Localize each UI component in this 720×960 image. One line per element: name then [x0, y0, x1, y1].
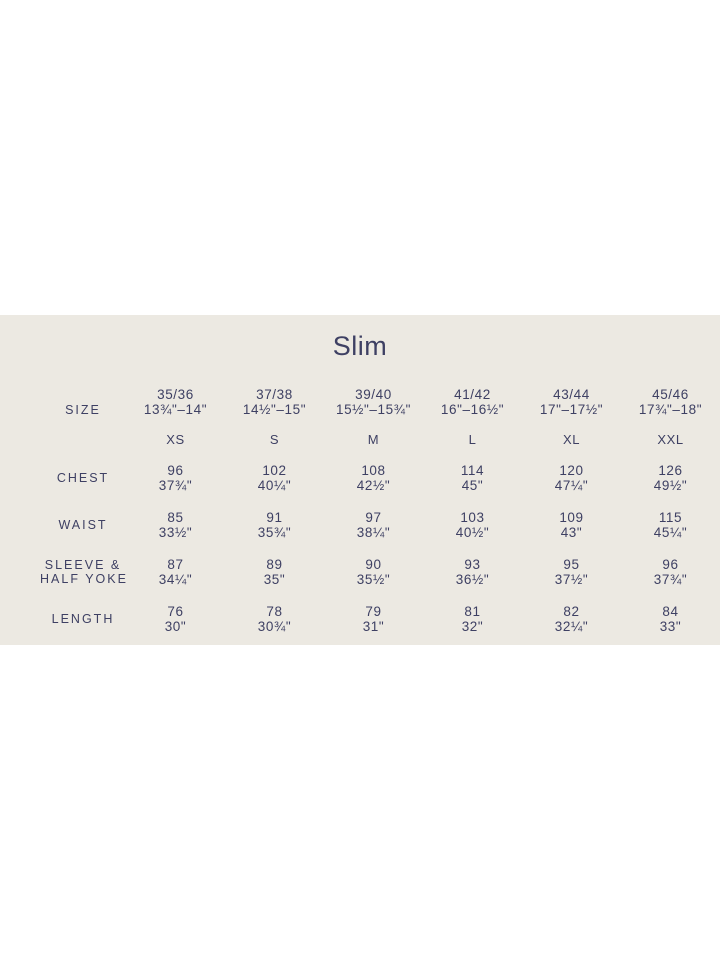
- table-row-letters: [0, 432, 720, 447]
- cm-value: 89: [266, 557, 283, 572]
- measurement-cell: [324, 604, 423, 634]
- measurement-cell: [621, 463, 720, 493]
- cm-value: 84: [662, 604, 679, 619]
- measurement-cell: [225, 510, 324, 540]
- size-letter: XL: [562, 432, 581, 447]
- size-letter: XS: [166, 432, 185, 447]
- cm-value: 96: [167, 463, 184, 478]
- collar-inches: 17"–17½": [539, 402, 604, 417]
- cm-value: 115: [658, 510, 683, 525]
- inch-value: 37¾": [158, 478, 193, 493]
- size-letter: M: [367, 432, 380, 447]
- cm-value: 102: [262, 463, 287, 478]
- size-cell: [621, 387, 720, 417]
- cm-value: 96: [662, 557, 679, 572]
- collar-size: 43/44: [553, 387, 590, 402]
- measurement-cell: [522, 463, 621, 493]
- measurement-cell: [126, 463, 225, 493]
- inch-value: 42½": [356, 478, 391, 493]
- cm-value: 95: [563, 557, 580, 572]
- inch-value: 40¼": [257, 478, 292, 493]
- row-label-chest: CHEST: [56, 471, 110, 485]
- inch-value: 32": [461, 619, 484, 634]
- row-label-sleeve-half-yoke: [0, 557, 126, 587]
- size-cell: [126, 387, 225, 417]
- measurement-cell: [324, 510, 423, 540]
- inch-value: 45": [461, 478, 484, 493]
- size-cell: [225, 387, 324, 417]
- size-cell: [423, 387, 522, 417]
- measurement-cell: [522, 510, 621, 540]
- measurement-cell: [621, 510, 720, 540]
- cm-value: 97: [365, 510, 382, 525]
- size-cell: [522, 387, 621, 417]
- cm-value: 126: [658, 463, 683, 478]
- size-letter: S: [269, 432, 280, 447]
- row-label-empty: [0, 432, 126, 447]
- inch-value: 35½": [356, 572, 391, 587]
- cm-value: 78: [266, 604, 283, 619]
- cm-value: 93: [464, 557, 481, 572]
- measurement-cell: [324, 557, 423, 587]
- cm-value: 91: [266, 510, 283, 525]
- row-label-size: SIZE: [65, 403, 101, 417]
- collar-size: 39/40: [355, 387, 392, 402]
- inch-value: 34¼": [158, 572, 193, 587]
- measurement-cell: [621, 557, 720, 587]
- cm-value: 109: [559, 510, 584, 525]
- collar-inches: 14½"–15": [242, 402, 307, 417]
- measurement-cell: [225, 557, 324, 587]
- measurement-cell: [423, 604, 522, 634]
- row-label-line2: HALF YOKE: [40, 572, 128, 586]
- row-label-length: LENGTH: [51, 612, 115, 626]
- collar-inches: 13¾"–14": [143, 402, 208, 417]
- cm-value: 114: [460, 463, 485, 478]
- cm-value: 81: [464, 604, 481, 619]
- row-label-line1: SLEEVE &: [44, 558, 122, 572]
- chart-title: Slim: [332, 331, 388, 361]
- cm-value: 87: [167, 557, 184, 572]
- measurement-cell: [423, 557, 522, 587]
- collar-inches: 16"–16½": [440, 402, 505, 417]
- inch-value: 35": [263, 572, 286, 587]
- inch-value: 45¼": [653, 525, 688, 540]
- measurement-cell: [522, 604, 621, 634]
- inch-value: 40½": [455, 525, 490, 540]
- size-letter: L: [468, 432, 477, 447]
- measurement-cell: [522, 557, 621, 587]
- size-cell: [324, 387, 423, 417]
- inch-value: 35¾": [257, 525, 292, 540]
- inch-value: 37½": [554, 572, 589, 587]
- cm-value: 103: [460, 510, 485, 525]
- inch-value: 47¼": [554, 478, 589, 493]
- table-row-length: [0, 604, 720, 634]
- table-row-chest: [0, 463, 720, 493]
- collar-size: 41/42: [454, 387, 491, 402]
- inch-value: 43": [560, 525, 583, 540]
- collar-inches: 17¾"–18": [638, 402, 703, 417]
- measurement-cell: [423, 510, 522, 540]
- cm-value: 85: [167, 510, 184, 525]
- measurement-cell: [423, 463, 522, 493]
- table-row-size: [0, 387, 720, 417]
- cm-value: 120: [559, 463, 584, 478]
- inch-value: 30¾": [257, 619, 292, 634]
- measurement-cell: [126, 557, 225, 587]
- inch-value: 37¾": [653, 572, 688, 587]
- row-label-waist: WAIST: [58, 518, 108, 532]
- collar-size: 45/46: [652, 387, 689, 402]
- inch-value: 33½": [158, 525, 193, 540]
- inch-value: 31": [362, 619, 385, 634]
- measurement-cell: [324, 463, 423, 493]
- collar-size: 35/36: [157, 387, 194, 402]
- cm-value: 79: [365, 604, 382, 619]
- measurement-cell: [225, 463, 324, 493]
- inch-value: 33": [659, 619, 682, 634]
- cm-value: 108: [361, 463, 386, 478]
- inch-value: 36½": [455, 572, 490, 587]
- inch-value: 49½": [653, 478, 688, 493]
- measurement-cell: [621, 604, 720, 634]
- inch-value: 30": [164, 619, 187, 634]
- inch-value: 38¼": [356, 525, 391, 540]
- measurement-cell: [126, 510, 225, 540]
- cm-value: 82: [563, 604, 580, 619]
- measurement-cell: [126, 604, 225, 634]
- measurement-cell: [225, 604, 324, 634]
- collar-inches: 15½"–15¾": [335, 402, 412, 417]
- cm-value: 76: [167, 604, 184, 619]
- size-chart-panel: [0, 315, 720, 645]
- size-letter: XXL: [657, 432, 684, 447]
- table-row-waist: [0, 510, 720, 540]
- cm-value: 90: [365, 557, 382, 572]
- inch-value: 32¼": [554, 619, 589, 634]
- table-row-sleeve-half-yoke: [0, 557, 720, 587]
- collar-size: 37/38: [256, 387, 293, 402]
